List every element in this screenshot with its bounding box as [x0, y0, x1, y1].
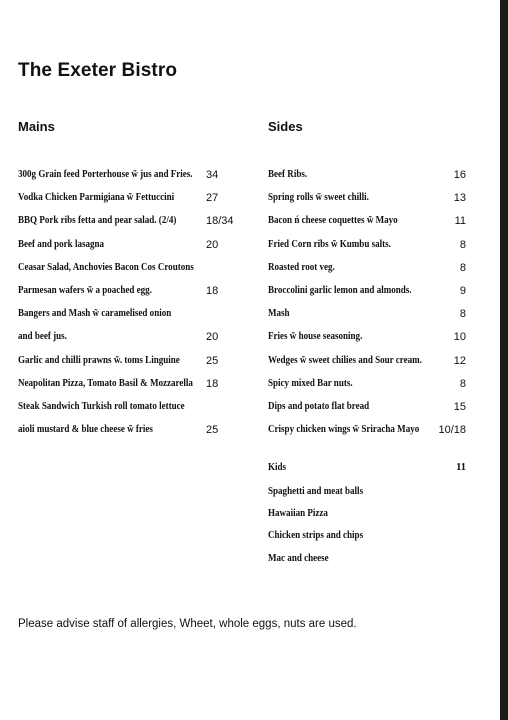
sides-menu-item: [268, 398, 466, 421]
sides-item-price: 10: [453, 331, 466, 344]
mains-item-name: Neapolitan Pizza, Tomato Basil & Mozzarella: [18, 377, 193, 389]
sides-item-price: 9: [459, 284, 466, 297]
sides-menu-item: [268, 166, 466, 189]
sides-list: [268, 166, 466, 444]
allergy-note: Please advise staff of allergies, Wheet, whole eggs, nuts are used.: [18, 618, 357, 630]
sides-menu-item: [268, 212, 466, 235]
sides-item-name: Fries w̃ house seasoning.: [268, 331, 363, 343]
kids-item-name: Hawaiian Pizza: [268, 508, 328, 520]
mains-menu-item: [18, 398, 248, 421]
sides-menu-item: [268, 305, 466, 328]
sides-item-price: 12: [453, 354, 466, 367]
mains-item-name: Parmesan wafers w̃ a poached egg.: [18, 284, 152, 296]
mains-item-name: Vodka Chicken Parmigiana w̃ Fettuccini: [18, 192, 175, 204]
sides-item-name: Wedges w̃ sweet chilies and Sour cream.: [268, 354, 422, 366]
sides-menu-item: [268, 259, 466, 282]
sides-item-price: 8: [459, 238, 466, 251]
sides-item-price: 8: [459, 261, 466, 274]
sides-heading: Sides: [268, 119, 303, 134]
kids-item-name: Spaghetti and meat balls: [268, 486, 364, 497]
sides-item-name: Fried Corn ribs w̃ Kumbu salts.: [268, 238, 391, 250]
mains-item-name: Bangers and Mash w̃ caramelised onion: [18, 308, 172, 320]
mains-item-name: Ceasar Salad, Anchovies Bacon Cos Croutons: [18, 261, 194, 273]
mains-item-name: aioli mustard & blue cheese w̃ fries: [18, 424, 153, 436]
mains-item-price: 18/34: [206, 215, 234, 228]
mains-item-price: 18: [206, 284, 219, 297]
sides-menu-item: [268, 236, 466, 259]
sides-item-price: 11: [454, 215, 466, 228]
mains-item-name: and beef jus.: [18, 331, 67, 343]
kids-heading: Kids: [268, 462, 287, 473]
mains-item-price: 25: [206, 424, 219, 437]
sides-menu-item: [268, 328, 466, 351]
sides-item-name: Bacon ń cheese coquettes w̃ Mayo: [268, 215, 398, 227]
sides-item-price: 10/18: [438, 424, 466, 437]
mains-item-price: 34: [206, 169, 219, 181]
sides-menu-item: [268, 421, 466, 444]
sides-item-price: 8: [459, 377, 466, 390]
mains-item-price: 20: [206, 331, 219, 344]
sides-menu-item: [268, 189, 466, 212]
mains-item-name: Steak Sandwich Turkish roll tomato lettuce: [18, 400, 185, 412]
sides-item-name: Dips and potato flat bread: [268, 400, 370, 412]
mains-menu-item: [18, 305, 248, 328]
mains-menu-item: [18, 212, 248, 235]
mains-menu-item: [18, 375, 248, 398]
mains-item-price: 27: [206, 192, 219, 205]
sides-item-price: 13: [453, 192, 466, 205]
mains-menu-item: [18, 282, 248, 305]
sides-item-name: Mash: [268, 308, 290, 320]
mains-menu-item: [18, 328, 248, 351]
sides-item-name: Roasted root veg.: [268, 261, 335, 273]
mains-menu-item: [18, 166, 248, 189]
mains-menu-item: [18, 189, 248, 212]
mains-menu-item: [18, 236, 248, 259]
mains-heading: Mains: [18, 119, 55, 134]
sides-item-name: Beef Ribs.: [268, 169, 308, 180]
sides-item-price: 8: [459, 308, 466, 321]
sides-menu-item: [268, 352, 466, 375]
mains-menu-item: [18, 421, 248, 444]
mains-item-name: Beef and pork lasagna: [18, 238, 105, 250]
mains-list: [18, 166, 248, 444]
mains-menu-item: [18, 352, 248, 375]
kids-item-name: Mac and cheese: [268, 552, 329, 564]
sides-menu-item: [268, 282, 466, 305]
mains-item-price: 18: [206, 377, 219, 390]
sides-item-name: Spring rolls w̃ sweet chilli.: [268, 192, 369, 204]
sides-item-name: Broccolini garlic lemon and almonds.: [268, 284, 412, 296]
sides-item-name: Crispy chicken wings w̃ Sriracha Mayo: [268, 424, 420, 436]
sides-menu-item: [268, 375, 466, 398]
kids-price: 11: [456, 462, 466, 473]
mains-item-price: 25: [206, 354, 219, 367]
mains-item-price: 20: [206, 238, 219, 251]
mains-item-name: BBQ Pork ribs fetta and pear salad. (2/4): [18, 215, 177, 227]
kids-item-name: Chicken strips and chips: [268, 530, 364, 542]
mains-item-name: Garlic and chilli prawns w̃. toms Linguine: [18, 354, 180, 366]
sides-item-name: Spicy mixed Bar nuts.: [268, 377, 353, 389]
sides-item-price: 16: [453, 169, 466, 181]
mains-item-name: 300g Grain feed Porterhouse w̃ jus and Fries.: [18, 169, 193, 180]
mains-menu-item: [18, 259, 248, 282]
sides-item-price: 15: [453, 400, 466, 413]
restaurant-title: The Exeter Bistro: [18, 60, 178, 81]
